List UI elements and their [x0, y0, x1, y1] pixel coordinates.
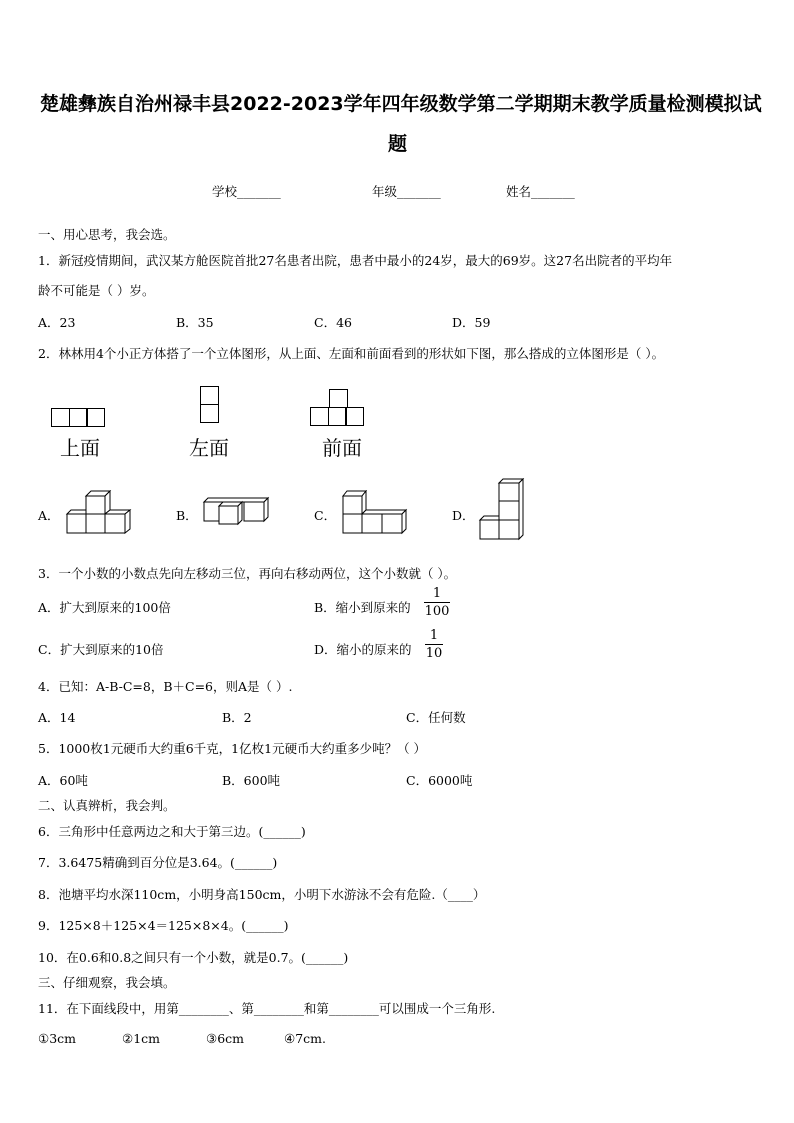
- q6-text: 6．三角形中任意两边之和大于第三边。(______): [38, 824, 306, 839]
- section-heading-2: 二、认真辨析，我会判。: [38, 798, 176, 813]
- q5-option-b: B．600吨: [222, 773, 281, 788]
- name-field: 姓名_______: [506, 184, 575, 199]
- q1-text: 1．新冠疫情期间，武汉某方舱医院首批27名患者出院，患者中最小的24岁，最大的69岁。这27名出院者的平均年: [38, 253, 673, 268]
- q3-option-d-fraction: [425, 628, 443, 661]
- q1-text-cont: 龄不可能是（ ）岁。: [38, 283, 155, 298]
- top-view-label: 上面: [60, 436, 100, 460]
- q5-text: 5．1000枚1元硬币大约重6千克，1亿枚1元硬币大约重多少吨？（ ）: [38, 741, 427, 756]
- front-view-label: 前面: [322, 436, 362, 460]
- q11-option-3: ③6cm: [206, 1031, 245, 1046]
- school-field: 学校_______: [212, 184, 281, 199]
- q3-option-a: A．扩大到原来的100倍: [38, 600, 171, 615]
- fraction-numerator: 1: [432, 586, 442, 601]
- page-title: 楚雄彝族自治州禄丰县2022-2023学年四年级数学第二学期期末教学质量检测模拟试: [40, 93, 762, 115]
- q11-text: 11．在下面线段中，用第________、第________和第________可以围成一个三角形.: [38, 1001, 496, 1016]
- q5-option-c: C．6000吨: [406, 773, 473, 788]
- q2-option-d: D．: [452, 508, 475, 523]
- q4-option-b: B．2: [222, 710, 252, 725]
- left-view-figure: [200, 386, 219, 423]
- fraction-denominator: 10: [425, 646, 443, 661]
- q3-option-c: C．扩大到原来的10倍: [38, 642, 164, 657]
- q10-text: 10．在0.6和0.8之间只有一个小数，就是0.7。(______): [38, 950, 349, 965]
- q3-option-d: D．缩小的原来的: [314, 642, 412, 657]
- q3-option-b-fraction: [424, 586, 450, 619]
- q3-option-b: B．缩小到原来的: [314, 600, 411, 615]
- grade-field: 年级_______: [372, 184, 441, 199]
- q1-option-d: D．59: [452, 315, 491, 330]
- q2-option-c: C．: [314, 508, 337, 523]
- q2-option-b: B．: [176, 508, 198, 523]
- page-title-cont: 题: [388, 133, 408, 155]
- q2-option-a: A．: [38, 508, 60, 523]
- q1-option-c: C．46: [314, 315, 352, 330]
- fraction-numerator: 1: [429, 628, 439, 643]
- q8-text: 8．池塘平均水深110cm，小明身高150cm，小明下水游泳不会有危险.（____）: [38, 887, 486, 902]
- q1-option-a: A．23: [38, 315, 76, 330]
- q11-option-1: ①3cm: [38, 1031, 77, 1046]
- q7-text: 7．3.6475精确到百分位是3.64。(______): [38, 855, 278, 870]
- q4-option-c: C．任何数: [406, 710, 466, 725]
- q3-text: 3．一个小数的小数点先向左移动三位，再向右移动两位，这个小数就（ ）。: [38, 566, 457, 581]
- q2-figure-d: [478, 478, 528, 542]
- fraction-denominator: 100: [424, 604, 450, 619]
- q4-option-a: A．14: [38, 710, 76, 725]
- left-view-label: 左面: [189, 436, 229, 460]
- q9-text: 9．125×8＋125×4＝125×8×4。(______): [38, 918, 289, 933]
- q2-figure-a: [64, 490, 134, 536]
- section-heading-1: 一、用心思考，我会选。: [38, 227, 176, 242]
- q4-text: 4．已知：A-B-C=8，B＋C=6，则A是（ ）.: [38, 679, 293, 694]
- q11-option-2: ②1cm: [122, 1031, 161, 1046]
- q2-figure-c: [340, 490, 410, 536]
- top-view-figure: [52, 408, 105, 427]
- q2-figure-b: [202, 496, 272, 526]
- q1-option-b: B．35: [176, 315, 214, 330]
- q5-option-a: A．60吨: [38, 773, 88, 788]
- q2-text: 2．林林用4个小正方体搭了一个立体图形，从上面、左面和前面看到的形状如下图，那么搭成的立体图形是（ ）。: [38, 346, 665, 361]
- q11-option-4: ④7cm.: [284, 1031, 326, 1046]
- section-heading-3: 三、仔细观察，我会填。: [38, 975, 176, 990]
